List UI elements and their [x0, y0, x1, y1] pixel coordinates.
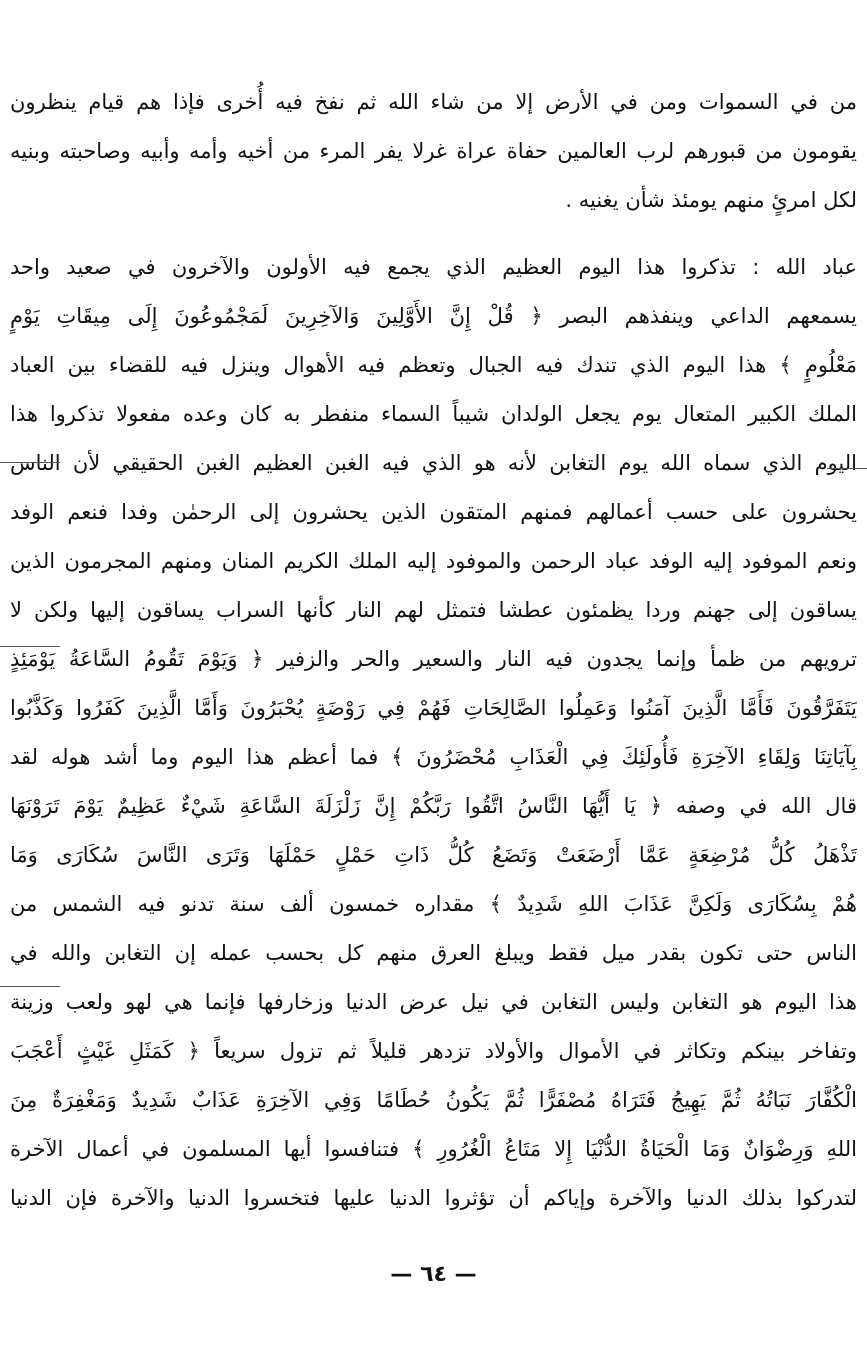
- body-text: [10, 78, 857, 1223]
- text-line: هذا اليوم هو التغابن وليس التغابن في نيل عرض الدنيا وزخارفها فإنما هي لهو ولعب وزينة: [10, 990, 857, 1014]
- margin-mark: [0, 986, 60, 987]
- paragraph-gap: [10, 225, 857, 243]
- text-line: الْكُفَّارَ نَبَاتُهُ ثُمَّ يَهِيجُ فَتَرَاهُ مُصْفَرًّا ثُمَّ يَكُونُ حُطَامًا وَفِي الآخِرَةِ عَذَابٌ شَدِيدٌ وَمَغْفِرَةٌ مِنَ: [10, 1088, 857, 1112]
- paragraph-2: [10, 243, 857, 1223]
- margin-mark: [0, 462, 60, 463]
- text-line: قال الله في وصفه ﴿ يَا أَيُّهَا النَّاسُ اتَّقُوا رَبَّكُمْ إِنَّ زَلْزَلَةَ السَّاعَةِ شَيْءٌ عَظِيمٌ يَوْمَ تَرَوْنَهَا: [10, 794, 857, 818]
- text-line: بِآيَاتِنَا وَلِقَاءِ الآخِرَةِ فَأُولَئِكَ فِي الْعَذَابِ مُحْضَرُونَ ﴾ فما أعظم هذا اليوم وما أشد هوله لقد: [10, 745, 857, 769]
- text-line: لكل امرئٍ منهم يومئذ شأن يغنيه .: [565, 188, 857, 212]
- text-line: هُمْ بِسُكَارَى وَلَكِنَّ عَذَابَ اللهِ شَدِيدٌ ﴾ مقداره خمسون ألف سنة تدنو فيه الشمس من: [10, 892, 857, 916]
- text-line: لتدركوا بذلك الدنيا والآخرة وإياكم أن تؤثروا الدنيا عليها فتخسروا الدنيا والآخرة فإن الدنيا: [10, 1186, 857, 1210]
- text-line: عباد الله : تذكروا هذا اليوم العظيم الذي يجمع فيه الأولون والآخرون في صعيد واحد: [10, 255, 857, 279]
- text-line: الناس حتى تكون بقدر ميل فقط ويبلغ العرق منهم كل بحسب عمله إن التغابن والله في: [10, 941, 857, 965]
- text-line: ترويهم من ظمأ وإنما يجدون فيه النار والسعير والحر والزفير ﴿ وَيَوْمَ تَقُومُ السَّاعَةُ يَوْمَئِذٍ: [10, 647, 857, 671]
- text-line: اللهِ وَرِضْوَانٌ وَمَا الْحَيَاةُ الدُّنْيَا إِلا مَتَاعُ الْغُرُورِ ﴾ فتنافسوا أيها المسلمون في أعمال الآخرة: [10, 1137, 857, 1161]
- text-line: يقومون من قبورهم لرب العالمين حفاة عراة غرلا يفر المرء من أخيه وأمه وأبيه وصاحبته وبنيه: [10, 139, 857, 163]
- text-line: تَذْهَلُ كُلُّ مُرْضِعَةٍ عَمَّا أَرْضَعَتْ وَتَضَعُ كُلُّ ذَاتِ حَمْلٍ حَمْلَهَا وَتَرَى النَّاسَ سُكَارَى وَمَا: [10, 843, 857, 867]
- text-line: وتفاخر بينكم وتكاثر في الأموال والأولاد تزدهر قليلاً ثم تزول سريعاً ﴿ كَمَثَلِ غَيْثٍ أَعْجَبَ: [10, 1039, 857, 1063]
- text-line: الملك الكبير المتعال يوم يجعل الولدان شيباً السماء منفطر به كان وعده مفعولا تذكروا هذا: [10, 402, 857, 426]
- paragraph-1: [10, 78, 857, 225]
- page-number: — ٦٤ —: [390, 1262, 477, 1287]
- text-line: مَعْلُومٍ ﴾ هذا اليوم الذي تندك فيه الجبال وتعظم فيه الأهوال وينزل فيه للقضاء بين العباد: [10, 353, 857, 377]
- text-line: من في السموات ومن في الأرض إلا من شاء الله ثم نفخ فيه أُخرى فإذا هم قيام ينظرون: [10, 90, 857, 114]
- text-line: ونعم الموفود إليه الوفد عباد الرحمن والموفود إليه الملك الكريم المنان ومنهم المجرمون الذين: [10, 549, 857, 573]
- margin-mark: [0, 646, 60, 647]
- text-line: يساقون إلى جهنم وردا يظمئون عطشا فتمثل لهم النار كأنها السراب يساقون إليها ولكن لا: [10, 598, 857, 622]
- text-line: يحشرون على حسب أعمالهم فمنهم المتقون الذين يحشرون إلى الرحمٰن وفدا فنعم الوفد: [10, 500, 857, 524]
- text-line: يَتَفَرَّقُونَ فَأَمَّا الَّذِينَ آمَنُوا وَعَمِلُوا الصَّالِحَاتِ فَهُمْ فِي رَوْضَةٍ يُحْبَرُونَ وَأَمَّا الَّذِينَ كَفَرُوا وَكَذَّبُوا: [10, 696, 857, 720]
- text-line: يسمعهم الداعي وينفذهم البصر ﴿ قُلْ إِنَّ الأَوَّلِينَ وَالآخِرِينَ لَمَجْمُوعُونَ إِلَى مِيقَاتِ يَوْمٍ: [10, 304, 857, 328]
- margin-mark: [827, 468, 867, 469]
- text-line: اليوم الذي سماه الله يوم التغابن لأنه هو الذي فيه الغبن العظيم الغبن الحقيقي لأن الناس: [10, 451, 857, 475]
